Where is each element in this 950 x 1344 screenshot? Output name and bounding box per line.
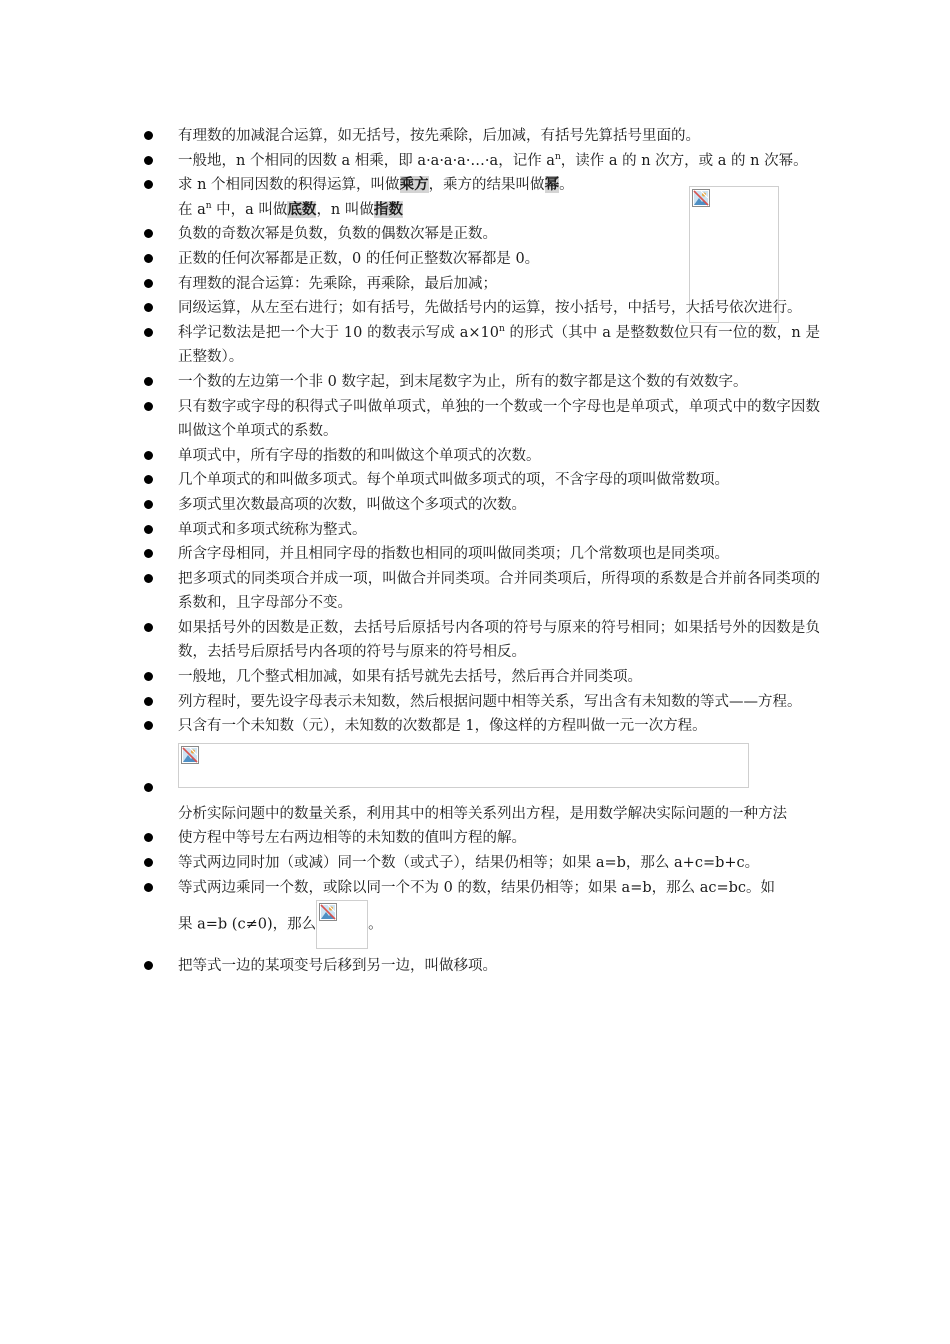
item-text: 有理数的混合运算：先乘除，再乘除，最后加减； [178, 275, 497, 292]
list-item [140, 247, 820, 272]
list-item [140, 173, 820, 222]
list-item [140, 714, 820, 739]
item-text: 等式两边同时加（或减）同一个数（或式子），结果仍相等；如果 a=b，那么 a+c=b+c。 [178, 855, 760, 872]
list-item [140, 395, 820, 444]
item-text: 所含字母相同，并且相同字母的指数也相同的项叫做同类项；几个常数项也是同类项。 [178, 546, 729, 563]
list-item [140, 468, 820, 493]
bullet-icon [144, 131, 153, 140]
list-item [140, 321, 820, 370]
bullet-icon [144, 451, 153, 460]
bullet-icon [144, 402, 153, 411]
broken-image-placeholder [178, 743, 749, 788]
bullet-icon [144, 961, 153, 970]
bullet-icon [144, 254, 153, 263]
bullet-icon [144, 525, 153, 534]
item-text: 在 a [178, 201, 206, 218]
bullet-icon [144, 475, 153, 484]
broken-image-icon [319, 903, 337, 921]
list-item [140, 124, 820, 149]
list-item [140, 542, 820, 567]
bullet-icon [144, 328, 153, 337]
item-text: 列方程时，要先设字母表示未知数，然后根据问题中相等关系，写出含有未知数的等式——方程。 [178, 693, 802, 710]
highlighted-term: 幂 [544, 176, 560, 194]
bullet-icon [144, 229, 153, 238]
list-item [140, 444, 820, 469]
item-text: 果 a=b (c≠0)，那么 [178, 916, 317, 933]
list-item [140, 802, 820, 827]
list-item [140, 690, 820, 715]
item-text: 一般地，几个整式相加减，如果有括号就先去括号，然后再合并同类项。 [178, 669, 642, 686]
list-item [140, 954, 820, 979]
spacer [178, 788, 820, 802]
item-text: 科学记数法是把一个大于 10 的数表示写成 a×10 [178, 324, 499, 341]
list-item [140, 296, 820, 321]
item-text: 分析实际问题中的数量关系，利用其中的相等关系列出方程，是用数学解决实际问题的一种方法 [178, 805, 787, 822]
list-item [140, 370, 820, 395]
highlighted-term: 指数 [373, 200, 403, 218]
broken-image-icon [181, 746, 199, 764]
bullet-icon [144, 303, 153, 312]
list-item [140, 222, 820, 247]
bullet-icon [144, 883, 153, 892]
superscript: n [205, 200, 212, 211]
item-text: 一般地，n 个相同的因数 a 相乘，即 a·a·a·a·…·a，记作 a [178, 152, 555, 169]
item-text: 多项式里次数最高项的次数，叫做这个多项式的次数。 [178, 496, 526, 513]
list-item [140, 826, 820, 851]
item-text: 同级运算，从左至右进行；如有括号，先做括号内的运算，按小括号，中括号，大括号依次进行。 [178, 300, 802, 317]
list-item [140, 493, 820, 518]
bullet-icon [144, 783, 153, 792]
bullet-icon [144, 858, 153, 867]
superscript: n [554, 151, 561, 162]
bullet-icon [144, 574, 153, 583]
item-text: 的形式（其中 a 是整数数位只有一位的数，n 是正整数）。 [178, 324, 820, 366]
list-item [140, 518, 820, 543]
list-item [140, 272, 820, 297]
bullet-icon [144, 697, 153, 706]
item-text: 等式两边乘同一个数，或除以同一个不为 0 的数，结果仍相等；如果 a=b，那么 ac=bc。如 [178, 879, 776, 896]
list-item [140, 665, 820, 690]
item-text: 求 n 个相同因数的积得运算，叫做 [178, 177, 400, 194]
item-text: 几个单项式的和叫做多项式。每个单项式叫做多项式的项，不含字母的项叫做常数项。 [178, 472, 729, 489]
bullet-icon [144, 500, 153, 509]
item-text: ，读作 a 的 n 次方，或 a 的 n 次幂。 [560, 152, 808, 169]
list-item [140, 616, 820, 665]
item-text: 负数的奇数次幂是负数，负数的偶数次幂是正数。 [178, 226, 497, 243]
bullet-icon [144, 721, 153, 730]
item-text: 有理数的加减混合运算，如无括号，按先乘除，后加减，有括号先算括号里面的。 [178, 128, 700, 144]
list-item [140, 876, 820, 950]
item-text: 。 [368, 916, 383, 933]
broken-image-placeholder [316, 900, 368, 949]
list-item [140, 149, 820, 174]
item-text: 单项式中，所有字母的指数的和叫做这个单项式的次数。 [178, 447, 541, 464]
item-text: 正数的任何次幂都是正数，0 的任何正整数次幂都是 0。 [178, 250, 540, 267]
list-item [140, 851, 820, 876]
item-text: 把多项式的同类项合并成一项，叫做合并同类项。合并同类项后，所得项的系数是合并前各同类项的系数和，且字母部分不变。 [178, 570, 820, 612]
superscript: n [499, 323, 505, 334]
item-text: 一个数的左边第一个非 0 数字起，到末尾数字为止，所有的数字都是这个数的有效数字。 [178, 373, 748, 390]
item-text: 使方程中等号左右两边相等的未知数的值叫方程的解。 [178, 830, 526, 847]
list-item-with-image [140, 743, 820, 802]
bullet-icon [144, 623, 153, 632]
list-item [140, 567, 820, 616]
highlighted-term: 乘方 [399, 176, 429, 194]
item-text: ，n 叫做 [316, 201, 374, 218]
bullet-icon [144, 833, 153, 842]
item-text: 只含有一个未知数（元），未知数的次数都是 1，像这样的方程叫做一元一次方程。 [178, 718, 707, 735]
highlighted-term: 底数 [287, 200, 317, 218]
bullet-icon [144, 156, 153, 165]
bullet-icon [144, 377, 153, 386]
item-text: 把等式一边的某项变号后移到另一边，叫做移项。 [178, 957, 497, 974]
bullet-icon [144, 279, 153, 288]
bullet-icon [144, 672, 153, 681]
item-text: 只有数字或字母的积得式子叫做单项式，单独的一个数或一个字母也是单项式，单项式中的数字因数叫做这个单项式的系数。 [178, 398, 820, 440]
item-text: 中，a 叫做 [211, 201, 288, 218]
bullet-list [140, 124, 820, 978]
bullet-icon [144, 180, 153, 189]
item-text: ，乘方的结果叫做 [428, 177, 545, 194]
item-text: 。 [559, 177, 574, 194]
item-text: 如果括号外的因数是正数，去括号后原括号内各项的符号与原来的符号相同；如果括号外的因数是负数，去括号后原括号内各项的符号与原来的符号相反。 [178, 619, 820, 661]
item-text: 单项式和多项式统称为整式。 [178, 521, 367, 538]
bullet-icon [144, 549, 153, 558]
